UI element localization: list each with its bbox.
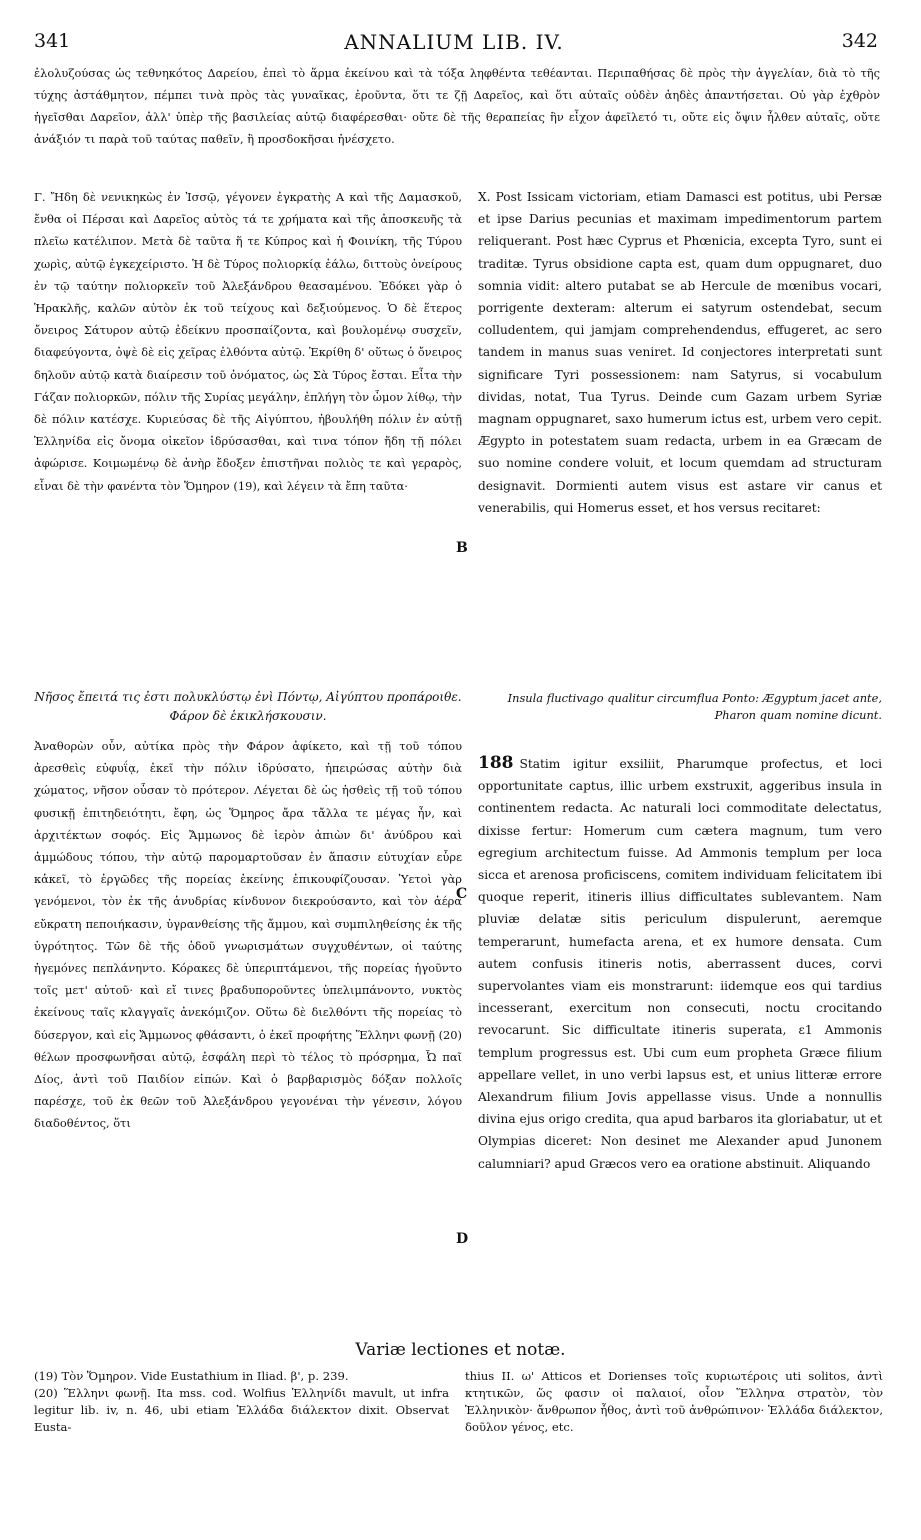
- notes-title: Variæ lectiones et notæ.: [355, 1340, 566, 1360]
- running-title: ANNALIUM LIB. IV.: [344, 30, 564, 54]
- latin-paragraph-1: X. Post Issicam victoriam, etiam Damasci est potitus, ubi Persæ et ipse Darius pecunias et maximam impedimentorum partem reliquerant. Post hæc Cyprus et Phœnicia, excepta Tyro, sunt ei traditæ. Tyrus obsidione capta est, quam dum oppugnaret, duo somnia vidit: altero putabat se ab Hercule de mœnibus vocari, porrigente dexteram: alterum ei satyrum ostendebat, secum colludentem, qui jamjam comprehendendus, effugeret, ac sero tandem in manus suas veniret. Id conjectores interpretati sunt significare Tyri possessionem: nam Satyrus, si vocabulum dividas, notat, Tua Tyrus. Deinde cum Gazam urbem Syriæ magnam oppugnaret, saxo humerum ictus est, urbem vero cepit. Ægypto in potestatem suam redacta, urbem in ea Græcam de suo nomine condere voluit, et locum quemdam ad structuram designavit. Dormienti autem visus est astare vir canus et venerabilis, qui Homerus esset, et hos versus recitaret:: [478, 190, 882, 515]
- margin-letter-b: B: [456, 540, 468, 556]
- section-number: 188: [478, 753, 514, 773]
- notes-left-column: [34, 1368, 449, 1436]
- top-greek-paragraph: ἐλολυζούσας ὡς τεθνηκότος Δαρείου, ἐπεὶ τὸ ἅρμα ἐκείνου καὶ τὰ τόξα ληφθέντα τεθέανται. Περιπαθήσας δὲ πρὸς τὴν ἀγγελίαν, διὰ τὸ τῆς τύχης ἀστάθμητον, πέμπει τινὰ πρὸς τὰς γυναῖκας, ἐροῦντα, ὅτι τε ζῇ Δαρεῖος, καὶ ὅτι αὐταῖς οὐδὲν ἀηδὲς ἀπαντήσεται. Οὐ γὰρ ἐχθρὸν ἡγεῖσθαι Δαρεῖον, ἀλλ' ὑπὲρ τῆς βασιλείας αὐτῷ διαφέρεσθαι· οὔτε δὲ τῆς θεραπείας ἣν εἶχον ἀφεῖλετό τι, οὔτε εἰς ὄψιν ἦλθεν αὐταῖς, οὔτε ἀνάξιόν τι παρὰ τοῦ ταύτας παθεῖν, ἢ προσδοκῆσαι ἠνέσχετο.: [34, 66, 880, 146]
- page-number-left: 341: [34, 30, 71, 52]
- page-number-right: 342: [841, 30, 878, 52]
- greek-paragraph-2: Ἀναθορὼν οὖν, αὐτίκα πρὸς τὴν Φάρον ἀφίκετο, καὶ τῇ τοῦ τόπου ἀρεσθεὶς εὐφυΐᾳ, ἐκεῖ τὴν πόλιν ἱδρύσατο, ἠπειρώσας αὐτὴν διὰ χώματος, νῆσον οὖσαν τὸ πρότερον. Λέγεται δὲ ὡς ἡσθεὶς τῇ τοῦ τόπου φυσικῇ ἐπιτηδειότητι, ἔφη, ὡς Ὅμηρος ἄρα τἄλλα τε μέγας ἦν, καὶ ἀρχιτέκτων σοφός. Εἰς Ἄμμωνος δὲ ἱερὸν ἀπιὼν δι' ἀνύδρου καὶ ἀμμώδους τόπου, τὴν αὐτῷ παρομαρτοῦσαν ἐν ἅπασιν εὐτυχίαν εὗρε κἀκεῖ, τὸ ἐργῶδες τῆς πορείας ἐκείνης ἐπικουφίζουσαν. Ὑετοὶ γὰρ γενόμενοι, τὸν ἐκ τῆς ἀνυδρίας κίνδυνον διεκρούσαντο, καὶ τὸν ἀέρα εὔκρατη πεποιήκασιν, ὑγρανθείσης τῆς ἄμμου, καὶ συμπιληθείσης ἐκ τῆς ὑγρότητος. Τῶν δὲ τῆς ὁδοῦ γνωρισμάτων συγχυθέντων, οἱ ταύτης ἡγεμόνες πεπλάνηντο. Κόρακες δὲ ὑπεριπτάμενοι, τῆς πορείας ἡγοῦντο τοῖς μετ' αὐτοῦ· καὶ εἴ τινες βραδυποροῦντες ὑπελιμπάνοντο, νυκτὸς ἐκείνους ταῖς κλαγγαῖς ἀνεκόμιζον. Οὕτω δὲ διελθόντι τῆς πορείας τὸ δύσεργον, καὶ εἰς Ἄμμωνος φθάσαντι, ὁ ἐκεῖ προφήτης Ἕλληνι φωνῇ (20) θέλων προσφωνῆσαι αὐτῷ, ἐσφάλη περὶ τὸ τέλος τὸ πρόσρημα, Ὦ παῖ Δίος, ἀντὶ τοῦ Παιδίον εἰπών. Καὶ ὁ βαρβαρισμὸς δόξαν πολλοῖς παρέσχε, τοῦ ἐκ θεῶν τοῦ Ἀλεξάνδρου γεγονέναι τὴν γένεσιν, λόγου διαδοθέντος, ὅτι: [34, 739, 462, 1131]
- greek-verse-quote: Νῆσος ἔπειτά τις ἐστι πολυκλύστῳ ἐνὶ Πόντῳ, Αἰγύπτου προπάροιθε. Φάρον δὲ ἑκικλήσκουσιν.: [34, 690, 462, 723]
- greek-paragraph-1: Γ. Ἤδη δὲ νενικηκὼς ἐν Ἰσσῷ, γέγονεν ἐγκρατὴς Α καὶ τῆς Δαμασκοῦ, ἔνθα οἱ Πέρσαι καὶ Δαρεῖος αὐτὸς τά τε χρήματα καὶ τῆς ἀποσκευῆς τὰ πλεῖω κατέλιπον. Μετὰ δὲ ταῦτα ἥ τε Κύπρος καὶ ἡ Φοινίκη, τῆς Τύρου χωρὶς, αὐτῷ ἐγκεχείριστο. Ἡ δὲ Τύρος πολιορκίᾳ ἑάλω, διττοὺς ὀνείρους ἐν τῷ ταύτην πολιορκεῖν τοῦ Ἀλεξάνδρου θεασαμένου. Ἐδόκει γὰρ ὁ Ἡρακλῆς, καλῶν αὐτὸν ἐκ τοῦ τείχους καὶ δεξιούμενος. Ὁ δὲ ἕτερος ὄνειρος Σάτυρον αὐτῷ ἐδείκνυ προσπαίζοντα, καὶ βουλομένῳ συσχεῖν, διαφεύγοντα, ὀψὲ δὲ εἰς χεῖρας ἐλθόντα αὐτῷ. Ἐκρίθη δ' οὕτως ὁ ὄνειρος δηλοῦν αὐτῷ κατὰ διαίρεσιν τοῦ ὀνόματος, ὡς Σὰ Τύρος ἔσται. Εἶτα τὴν Γάζαν πολιορκῶν, πόλιν τῆς Συρίας μεγάλην, ἐπλήγη τὸν ὦμον λίθῳ, τὴν δὲ πόλιν κατέσχε. Κυριεύσας δὲ τῆς Αἰγύπτου, ἠβουλήθη πόλιν ἐν αὐτῇ Ἑλληνίδα εἰς ὄνομα οἰκεῖον ἱδρύσασθαι, καὶ τινα τόπον ἤδη τῇ πόλει ἀφώρισε. Κοιμωμένῳ δὲ ἀνὴρ ἔδοξεν ἐπιστῆναι πολιὸς τε καὶ γεραρὸς, εἶναι δὲ τὴν φανέντα τὸν Ὅμηρον (19), καὶ λέγειν τὰ ἔπη ταῦτα·: [34, 190, 462, 493]
- page-header: [30, 30, 878, 56]
- note-20: (20) Ἕλληνι φωνῇ. Ita mss. cod. Wolfius Ἑλληνίδι mavult, ut infra legitur lib. iv, n. 46, ubi etiam Ἑλλάδα διάλεκτον dixit. Observat Eusta-: [34, 1386, 449, 1434]
- latin-verse-quote: Insula fluctivago qualitur circumflua Ponto: Ægyptum jacet ante, Pharon quam nomine dicunt.: [507, 691, 882, 722]
- note-19: (19) Τὸν Ὅμηρον. Vide Eustathium in Iliad. β', p. 239.: [34, 1369, 349, 1383]
- margin-letter-c: C: [456, 886, 468, 902]
- margin-letter-d: D: [456, 1231, 469, 1247]
- latin-paragraph-2-text: Statim igitur exsiliit, Pharumque profectus, et loci opportunitate captus, illic urbem exstruxit, aggeribus insula in continentem redacta. Ac naturali loci commoditate delectatus, dixisse fertur: Homerum cum cætera magnum, tum vero egregium architectum fuisse. Ad Ammonis templum per loca sicca et arenosa proficiscens, comitem individuam felicitatem ibi quoque reperit, itineris illius difficultates sublevantem. Nam pluviæ delatæ sitis periculum dispulerunt, aeremque temperarunt, humefacta arena, et ex humore densata. Cum autem confusis itineris notis, aberrassent duces, corvi supervolantes viam eis monstrarunt: iidemque eos qui tardius incesserant, exercitum non consecuti, noctu crocitando revocarunt. Sic difficultate itineris superata, ε1 Ammonis templum progressus est. Ubi cum eum propheta Græce filium appellare vellet, in uno verbi lapsus est, et unius litteræ errore Alexandrum filium Jovis appellasse visus. Unde a nonnullis divina ejus origo credita, qua apud barbaros ita gloriabatur, ut et Olympias diceret: Non desinet me Alexander apud Junonem calumniari? apud Græcos vero ea oratione abstinuit. Aliquando: [478, 757, 882, 1171]
- latin-paragraph-2: [478, 752, 882, 1175]
- note-continuation: thius II. ω' Atticos et Dorienses τοῖς κυριωτέροις uti solitos, ἀντὶ κτητικῶν, ὥς φασιν οἱ παλαιοί, οἷον Ἕλληνα στρατὸν, τὸν Ἑλληνικὸν· ἄνθρωπον ἦθος, ἀντὶ τοῦ ἀνθρώπινον· Ἑλλάδα διάλεκτον, δοῦλον γένος, etc.: [465, 1369, 883, 1434]
- notes-right-column: [465, 1368, 883, 1436]
